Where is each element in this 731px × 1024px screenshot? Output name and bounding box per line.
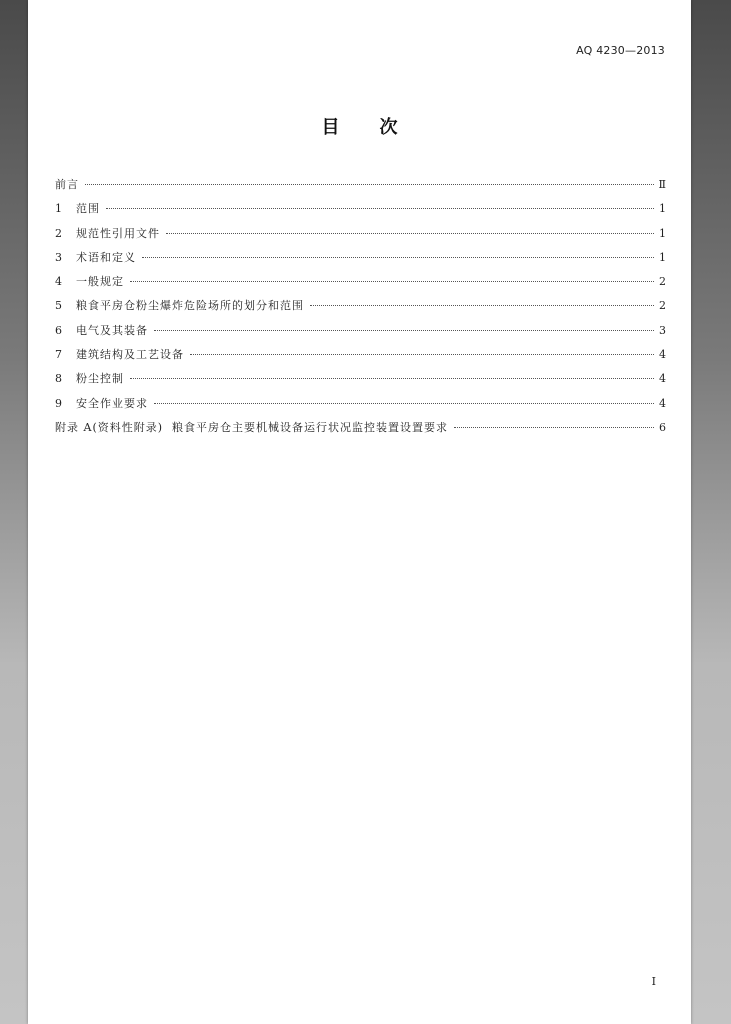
- toc-entry-1[interactable]: [55, 200, 666, 224]
- toc-entry-page: 2: [659, 275, 666, 289]
- document-page: [28, 0, 691, 1024]
- toc-entry-number: 9: [55, 396, 62, 410]
- toc-entry-number: 7: [55, 348, 62, 362]
- page-number: Ⅰ: [651, 975, 656, 988]
- toc-entry-page: 3: [659, 323, 666, 337]
- toc-entry-4[interactable]: [55, 273, 666, 297]
- toc-entry-label: 规范性引用文件: [76, 226, 160, 240]
- toc-entry-page: 6: [659, 420, 666, 434]
- toc-entry-page: 4: [659, 348, 666, 362]
- toc-entry-number: 2: [55, 226, 62, 240]
- toc-leader-dots: [130, 378, 654, 379]
- toc-entry-appendix-a[interactable]: [55, 419, 666, 443]
- toc-entry-number: 4: [55, 275, 62, 289]
- toc-entry-8[interactable]: [55, 370, 666, 394]
- toc-leader-dots: [142, 257, 654, 258]
- toc-leader-dots: [154, 403, 654, 404]
- table-of-contents: [55, 176, 666, 443]
- toc-entry-label: 电气及其装备: [76, 323, 148, 337]
- toc-entry-label: 粮食平房仓粉尘爆炸危险场所的划分和范围: [76, 299, 304, 313]
- toc-entry-label: 术语和定义: [76, 250, 136, 264]
- toc-entry-9[interactable]: [55, 395, 666, 419]
- toc-entry-number: 1: [55, 202, 62, 216]
- toc-leader-dots: [166, 233, 654, 234]
- toc-entry-page: 1: [659, 250, 666, 264]
- page-title: 目次: [321, 117, 438, 138]
- toc-entry-5[interactable]: [55, 297, 666, 321]
- toc-leader-dots: [85, 184, 654, 185]
- toc-entry-page: 2: [659, 299, 666, 313]
- toc-entry-page: 4: [659, 396, 666, 410]
- toc-leader-dots: [106, 208, 654, 209]
- toc-entry-number: 5: [55, 299, 62, 313]
- toc-entry-label: 安全作业要求: [76, 396, 148, 410]
- toc-leader-dots: [190, 354, 654, 355]
- toc-entry-page: 1: [659, 202, 666, 216]
- toc-entry-label: 范围: [76, 202, 100, 216]
- toc-entry-number: 6: [55, 323, 62, 337]
- toc-entry-label: 粉尘控制: [76, 372, 124, 386]
- toc-leader-dots: [130, 281, 654, 282]
- standard-code: AQ 4230—2013: [576, 44, 665, 57]
- toc-entry-label: 前言: [55, 178, 79, 191]
- toc-entry-label: 建筑结构及工艺设备: [76, 348, 184, 362]
- toc-entry-number: 8: [55, 372, 62, 386]
- toc-leader-dots: [154, 330, 654, 331]
- toc-entry-2[interactable]: [55, 225, 666, 249]
- toc-entry-3[interactable]: [55, 249, 666, 273]
- toc-entry-number: 3: [55, 250, 62, 264]
- toc-leader-dots: [310, 305, 654, 306]
- toc-leader-dots: [454, 427, 654, 428]
- toc-entry-page: 4: [659, 372, 666, 386]
- toc-entry-page: Ⅱ: [658, 178, 666, 191]
- toc-entry-7[interactable]: [55, 346, 666, 370]
- toc-entry-page: 1: [659, 226, 666, 240]
- toc-entry-6[interactable]: [55, 322, 666, 346]
- toc-entry-label: 一般规定: [76, 275, 124, 289]
- toc-entry-preface[interactable]: [55, 176, 666, 200]
- toc-entry-label: 附录 A(资料性附录) 粮食平房仓主要机械设备运行状况监控装置设置要求: [55, 420, 449, 434]
